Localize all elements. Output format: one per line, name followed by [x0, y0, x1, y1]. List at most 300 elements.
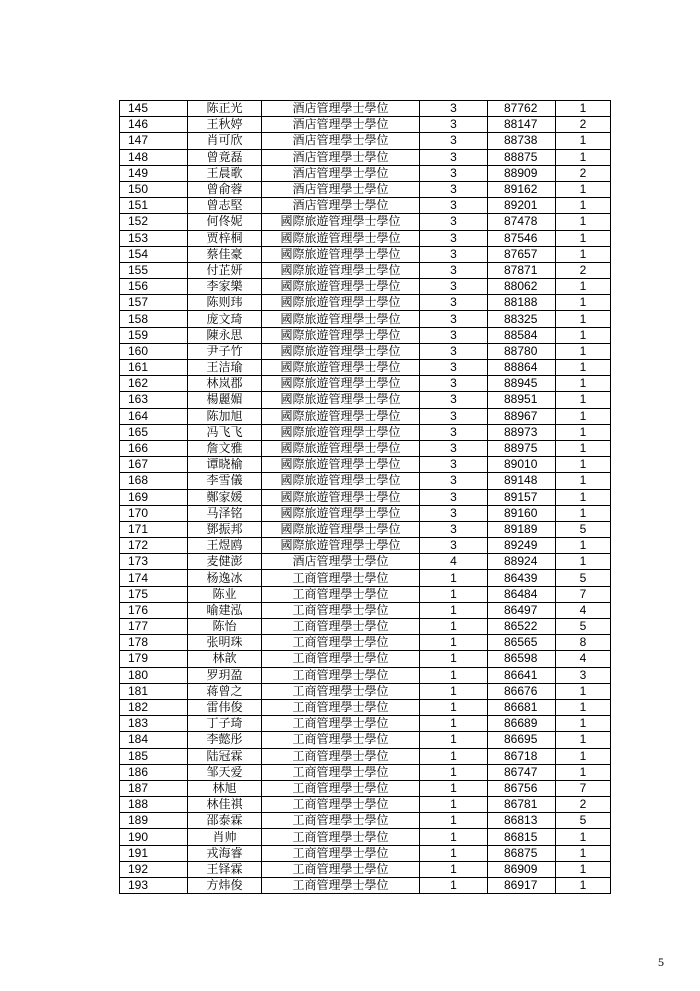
student-name-cell: 林岚郡: [188, 376, 262, 392]
student-code-cell: 86676: [488, 683, 556, 699]
table-row: [120, 780, 611, 796]
row-index-cell: 155: [120, 262, 188, 278]
table-row: [120, 586, 611, 602]
degree-program-cell: 工商管理學士學位: [262, 716, 420, 732]
table-row: [120, 716, 611, 732]
student-code-cell: 88967: [488, 408, 556, 424]
student-name-cell: 林旭: [188, 780, 262, 796]
degree-program-cell: 工商管理學士學位: [262, 683, 420, 699]
student-code-cell: 88924: [488, 554, 556, 570]
year-cell: 1: [420, 732, 488, 748]
year-cell: 1: [420, 683, 488, 699]
year-cell: 3: [420, 505, 488, 521]
row-index-cell: 150: [120, 181, 188, 197]
degree-program-cell: 酒店管理學士學位: [262, 133, 420, 149]
student-code-cell: 87478: [488, 214, 556, 230]
table-row: [120, 667, 611, 683]
degree-program-cell: 工商管理學士學位: [262, 699, 420, 715]
student-name-cell: 王秋婷: [188, 117, 262, 133]
year-cell: 3: [420, 408, 488, 424]
degree-program-cell: 國際旅遊管理學士學位: [262, 343, 420, 359]
count-cell: 1: [556, 699, 611, 715]
row-index-cell: 186: [120, 764, 188, 780]
student-code-cell: 88147: [488, 117, 556, 133]
table-row: [120, 748, 611, 764]
student-name-cell: 雷伟俊: [188, 699, 262, 715]
table-row: [120, 861, 611, 877]
degree-program-cell: 國際旅遊管理學士學位: [262, 392, 420, 408]
degree-program-cell: 工商管理學士學位: [262, 797, 420, 813]
page-number: 5: [658, 955, 664, 969]
count-cell: 2: [556, 262, 611, 278]
degree-program-cell: 國際旅遊管理學士學位: [262, 295, 420, 311]
table-row: [120, 764, 611, 780]
row-index-cell: 165: [120, 424, 188, 440]
count-cell: 1: [556, 473, 611, 489]
student-code-cell: 89201: [488, 198, 556, 214]
table-row: [120, 181, 611, 197]
year-cell: 3: [420, 457, 488, 473]
row-index-cell: 167: [120, 457, 188, 473]
row-index-cell: 156: [120, 279, 188, 295]
row-index-cell: 189: [120, 813, 188, 829]
degree-program-cell: 酒店管理學士學位: [262, 554, 420, 570]
year-cell: 3: [420, 473, 488, 489]
degree-program-cell: 工商管理學士學位: [262, 764, 420, 780]
count-cell: 1: [556, 279, 611, 295]
row-index-cell: 157: [120, 295, 188, 311]
row-index-cell: 179: [120, 651, 188, 667]
year-cell: 1: [420, 829, 488, 845]
table-row: [120, 117, 611, 133]
year-cell: 3: [420, 489, 488, 505]
row-index-cell: 154: [120, 246, 188, 262]
count-cell: 1: [556, 457, 611, 473]
student-name-cell: 谭晓榆: [188, 457, 262, 473]
row-index-cell: 147: [120, 133, 188, 149]
count-cell: 1: [556, 327, 611, 343]
table-row: [120, 457, 611, 473]
year-cell: 1: [420, 764, 488, 780]
row-index-cell: 184: [120, 732, 188, 748]
student-code-cell: 86781: [488, 797, 556, 813]
year-cell: 3: [420, 101, 488, 117]
count-cell: 1: [556, 424, 611, 440]
student-name-cell: 方炜俊: [188, 878, 262, 894]
row-index-cell: 163: [120, 392, 188, 408]
student-code-cell: 88951: [488, 392, 556, 408]
year-cell: 3: [420, 376, 488, 392]
year-cell: 3: [420, 295, 488, 311]
student-name-cell: 陆冠霖: [188, 748, 262, 764]
student-list-body: [120, 101, 611, 894]
degree-program-cell: 酒店管理學士學位: [262, 165, 420, 181]
year-cell: 3: [420, 360, 488, 376]
degree-program-cell: 國際旅遊管理學士學位: [262, 214, 420, 230]
count-cell: 1: [556, 133, 611, 149]
student-code-cell: 88975: [488, 440, 556, 456]
degree-program-cell: 國際旅遊管理學士學位: [262, 360, 420, 376]
row-index-cell: 175: [120, 586, 188, 602]
year-cell: 3: [420, 117, 488, 133]
row-index-cell: 153: [120, 230, 188, 246]
year-cell: 3: [420, 327, 488, 343]
year-cell: 3: [420, 279, 488, 295]
count-cell: 1: [556, 878, 611, 894]
student-code-cell: 87871: [488, 262, 556, 278]
table-row: [120, 554, 611, 570]
count-cell: 5: [556, 570, 611, 586]
row-index-cell: 145: [120, 101, 188, 117]
student-code-cell: 86875: [488, 845, 556, 861]
student-name-cell: 王洁瑜: [188, 360, 262, 376]
student-name-cell: 何佟妮: [188, 214, 262, 230]
degree-program-cell: 工商管理學士學位: [262, 829, 420, 845]
student-code-cell: 86909: [488, 861, 556, 877]
table-row: [120, 408, 611, 424]
degree-program-cell: 工商管理學士學位: [262, 667, 420, 683]
row-index-cell: 173: [120, 554, 188, 570]
count-cell: 1: [556, 392, 611, 408]
row-index-cell: 172: [120, 538, 188, 554]
year-cell: 1: [420, 878, 488, 894]
degree-program-cell: 酒店管理學士學位: [262, 198, 420, 214]
student-name-cell: 尹子竹: [188, 343, 262, 359]
degree-program-cell: 工商管理學士學位: [262, 619, 420, 635]
degree-program-cell: 國際旅遊管理學士學位: [262, 262, 420, 278]
degree-program-cell: 國際旅遊管理學士學位: [262, 538, 420, 554]
student-name-cell: 喻建泓: [188, 602, 262, 618]
student-name-cell: 庞文琦: [188, 311, 262, 327]
student-name-cell: 林歆: [188, 651, 262, 667]
student-name-cell: 曾俞蓉: [188, 181, 262, 197]
table-row: [120, 489, 611, 505]
table-row: [120, 683, 611, 699]
degree-program-cell: 工商管理學士學位: [262, 748, 420, 764]
count-cell: 8: [556, 635, 611, 651]
table-row: [120, 651, 611, 667]
student-code-cell: 88738: [488, 133, 556, 149]
row-index-cell: 188: [120, 797, 188, 813]
count-cell: 1: [556, 861, 611, 877]
year-cell: 3: [420, 343, 488, 359]
student-name-cell: 戎海睿: [188, 845, 262, 861]
year-cell: 1: [420, 780, 488, 796]
degree-program-cell: 國際旅遊管理學士學位: [262, 457, 420, 473]
student-code-cell: 88875: [488, 149, 556, 165]
count-cell: 1: [556, 538, 611, 554]
count-cell: 5: [556, 521, 611, 537]
table-row: [120, 473, 611, 489]
student-name-cell: 麦健澎: [188, 554, 262, 570]
student-code-cell: 86522: [488, 619, 556, 635]
student-name-cell: 丁子琦: [188, 716, 262, 732]
year-cell: 3: [420, 181, 488, 197]
student-code-cell: 88973: [488, 424, 556, 440]
student-code-cell: 88780: [488, 343, 556, 359]
student-code-cell: 89160: [488, 505, 556, 521]
year-cell: 3: [420, 521, 488, 537]
row-index-cell: 185: [120, 748, 188, 764]
table-row: [120, 538, 611, 554]
row-index-cell: 190: [120, 829, 188, 845]
degree-program-cell: 國際旅遊管理學士學位: [262, 408, 420, 424]
student-code-cell: 88909: [488, 165, 556, 181]
degree-program-cell: 國際旅遊管理學士學位: [262, 489, 420, 505]
row-index-cell: 192: [120, 861, 188, 877]
student-name-cell: 詹文雅: [188, 440, 262, 456]
row-index-cell: 177: [120, 619, 188, 635]
year-cell: 3: [420, 133, 488, 149]
degree-program-cell: 工商管理學士學位: [262, 845, 420, 861]
degree-program-cell: 酒店管理學士學位: [262, 181, 420, 197]
degree-program-cell: 工商管理學士學位: [262, 780, 420, 796]
count-cell: 1: [556, 295, 611, 311]
count-cell: 1: [556, 505, 611, 521]
count-cell: 2: [556, 117, 611, 133]
student-code-cell: 89189: [488, 521, 556, 537]
year-cell: 3: [420, 538, 488, 554]
row-index-cell: 191: [120, 845, 188, 861]
degree-program-cell: 國際旅遊管理學士學位: [262, 311, 420, 327]
student-code-cell: 86747: [488, 764, 556, 780]
table-row: [120, 214, 611, 230]
count-cell: 1: [556, 829, 611, 845]
year-cell: 3: [420, 246, 488, 262]
row-index-cell: 180: [120, 667, 188, 683]
table-row: [120, 570, 611, 586]
degree-program-cell: 國際旅遊管理學士學位: [262, 440, 420, 456]
row-index-cell: 146: [120, 117, 188, 133]
table-row: [120, 198, 611, 214]
degree-program-cell: 酒店管理學士學位: [262, 149, 420, 165]
degree-program-cell: 國際旅遊管理學士學位: [262, 246, 420, 262]
degree-program-cell: 工商管理學士學位: [262, 813, 420, 829]
degree-program-cell: 工商管理學士學位: [262, 602, 420, 618]
count-cell: 7: [556, 780, 611, 796]
student-code-cell: 86813: [488, 813, 556, 829]
student-name-cell: 肖可欣: [188, 133, 262, 149]
student-name-cell: 鄧振邦: [188, 521, 262, 537]
row-index-cell: 159: [120, 327, 188, 343]
student-name-cell: 马泽铭: [188, 505, 262, 521]
year-cell: 1: [420, 602, 488, 618]
student-code-cell: 87546: [488, 230, 556, 246]
table-row: [120, 440, 611, 456]
count-cell: 1: [556, 716, 611, 732]
student-name-cell: 张明珠: [188, 635, 262, 651]
year-cell: 3: [420, 230, 488, 246]
count-cell: 1: [556, 376, 611, 392]
row-index-cell: 164: [120, 408, 188, 424]
table-row: [120, 149, 611, 165]
year-cell: 1: [420, 861, 488, 877]
year-cell: 1: [420, 699, 488, 715]
student-name-cell: 曾竟磊: [188, 149, 262, 165]
count-cell: 1: [556, 360, 611, 376]
year-cell: 1: [420, 570, 488, 586]
student-name-cell: 陈正光: [188, 101, 262, 117]
year-cell: 1: [420, 748, 488, 764]
row-index-cell: 160: [120, 343, 188, 359]
table-row: [120, 133, 611, 149]
year-cell: 3: [420, 149, 488, 165]
degree-program-cell: 工商管理學士學位: [262, 732, 420, 748]
student-name-cell: 付芷妍: [188, 262, 262, 278]
count-cell: 1: [556, 311, 611, 327]
degree-program-cell: 酒店管理學士學位: [262, 101, 420, 117]
student-name-cell: 蒋曾之: [188, 683, 262, 699]
degree-program-cell: 酒店管理學士學位: [262, 117, 420, 133]
table-row: [120, 246, 611, 262]
year-cell: 1: [420, 667, 488, 683]
count-cell: 1: [556, 683, 611, 699]
table-row: [120, 602, 611, 618]
student-code-cell: 89010: [488, 457, 556, 473]
degree-program-cell: 國際旅遊管理學士學位: [262, 279, 420, 295]
count-cell: 1: [556, 246, 611, 262]
table-row: [120, 521, 611, 537]
student-code-cell: 86756: [488, 780, 556, 796]
row-index-cell: 149: [120, 165, 188, 181]
count-cell: 3: [556, 667, 611, 683]
degree-program-cell: 國際旅遊管理學士學位: [262, 376, 420, 392]
year-cell: 1: [420, 635, 488, 651]
student-name-cell: 林佳祺: [188, 797, 262, 813]
year-cell: 3: [420, 262, 488, 278]
count-cell: 1: [556, 489, 611, 505]
student-name-cell: 王煜鸥: [188, 538, 262, 554]
student-name-cell: 李家樂: [188, 279, 262, 295]
table-row: [120, 262, 611, 278]
student-name-cell: 李懿彤: [188, 732, 262, 748]
table-row: [120, 619, 611, 635]
count-cell: 2: [556, 165, 611, 181]
table-row: [120, 392, 611, 408]
degree-program-cell: 國際旅遊管理學士學位: [262, 473, 420, 489]
row-index-cell: 148: [120, 149, 188, 165]
student-code-cell: 86565: [488, 635, 556, 651]
count-cell: 1: [556, 732, 611, 748]
student-code-cell: 88062: [488, 279, 556, 295]
student-code-cell: 88584: [488, 327, 556, 343]
count-cell: 4: [556, 602, 611, 618]
student-code-cell: 86598: [488, 651, 556, 667]
table-row: [120, 829, 611, 845]
student-code-cell: 88945: [488, 376, 556, 392]
student-code-cell: 86689: [488, 716, 556, 732]
student-name-cell: 肖帅: [188, 829, 262, 845]
student-name-cell: 王晨歌: [188, 165, 262, 181]
table-row: [120, 376, 611, 392]
student-name-cell: 陈怡: [188, 619, 262, 635]
student-code-cell: 89157: [488, 489, 556, 505]
student-code-cell: 87657: [488, 246, 556, 262]
table-row: [120, 635, 611, 651]
row-index-cell: 193: [120, 878, 188, 894]
count-cell: 1: [556, 764, 611, 780]
student-code-cell: 86681: [488, 699, 556, 715]
degree-program-cell: 國際旅遊管理學士學位: [262, 505, 420, 521]
table-row: [120, 878, 611, 894]
student-list-table: [119, 100, 611, 894]
table-row: [120, 813, 611, 829]
table-row: [120, 343, 611, 359]
degree-program-cell: 工商管理學士學位: [262, 635, 420, 651]
student-name-cell: 杨逸冰: [188, 570, 262, 586]
student-name-cell: 邹天爱: [188, 764, 262, 780]
student-name-cell: 楊麗媚: [188, 392, 262, 408]
year-cell: 3: [420, 392, 488, 408]
row-index-cell: 152: [120, 214, 188, 230]
degree-program-cell: 國際旅遊管理學士學位: [262, 424, 420, 440]
year-cell: 1: [420, 845, 488, 861]
year-cell: 3: [420, 165, 488, 181]
student-name-cell: 曾志堅: [188, 198, 262, 214]
count-cell: 1: [556, 230, 611, 246]
count-cell: 1: [556, 198, 611, 214]
row-index-cell: 162: [120, 376, 188, 392]
degree-program-cell: 國際旅遊管理學士學位: [262, 521, 420, 537]
table-row: [120, 230, 611, 246]
count-cell: 1: [556, 845, 611, 861]
student-name-cell: 邵泰霖: [188, 813, 262, 829]
table-row: [120, 360, 611, 376]
degree-program-cell: 工商管理學士學位: [262, 586, 420, 602]
table-row: [120, 327, 611, 343]
count-cell: 1: [556, 748, 611, 764]
student-name-cell: 陳永思: [188, 327, 262, 343]
count-cell: 1: [556, 101, 611, 117]
student-name-cell: 陈则玮: [188, 295, 262, 311]
year-cell: 3: [420, 424, 488, 440]
degree-program-cell: 工商管理學士學位: [262, 861, 420, 877]
year-cell: 3: [420, 440, 488, 456]
count-cell: 5: [556, 619, 611, 635]
year-cell: 3: [420, 198, 488, 214]
student-code-cell: 89249: [488, 538, 556, 554]
count-cell: 1: [556, 149, 611, 165]
student-code-cell: 86497: [488, 602, 556, 618]
student-code-cell: 86695: [488, 732, 556, 748]
student-code-cell: 89162: [488, 181, 556, 197]
table-row: [120, 797, 611, 813]
table-row: [120, 699, 611, 715]
student-name-cell: 陈业: [188, 586, 262, 602]
student-code-cell: 88325: [488, 311, 556, 327]
student-code-cell: 88864: [488, 360, 556, 376]
count-cell: 1: [556, 440, 611, 456]
student-code-cell: 86641: [488, 667, 556, 683]
year-cell: 1: [420, 586, 488, 602]
year-cell: 1: [420, 813, 488, 829]
count-cell: 1: [556, 408, 611, 424]
row-index-cell: 187: [120, 780, 188, 796]
student-name-cell: 李雪儀: [188, 473, 262, 489]
row-index-cell: 166: [120, 440, 188, 456]
table-row: [120, 505, 611, 521]
student-name-cell: 鄭家媛: [188, 489, 262, 505]
student-code-cell: 86439: [488, 570, 556, 586]
table-row: [120, 424, 611, 440]
row-index-cell: 169: [120, 489, 188, 505]
year-cell: 1: [420, 651, 488, 667]
count-cell: 1: [556, 343, 611, 359]
table-row: [120, 845, 611, 861]
year-cell: 3: [420, 214, 488, 230]
row-index-cell: 181: [120, 683, 188, 699]
year-cell: 1: [420, 716, 488, 732]
